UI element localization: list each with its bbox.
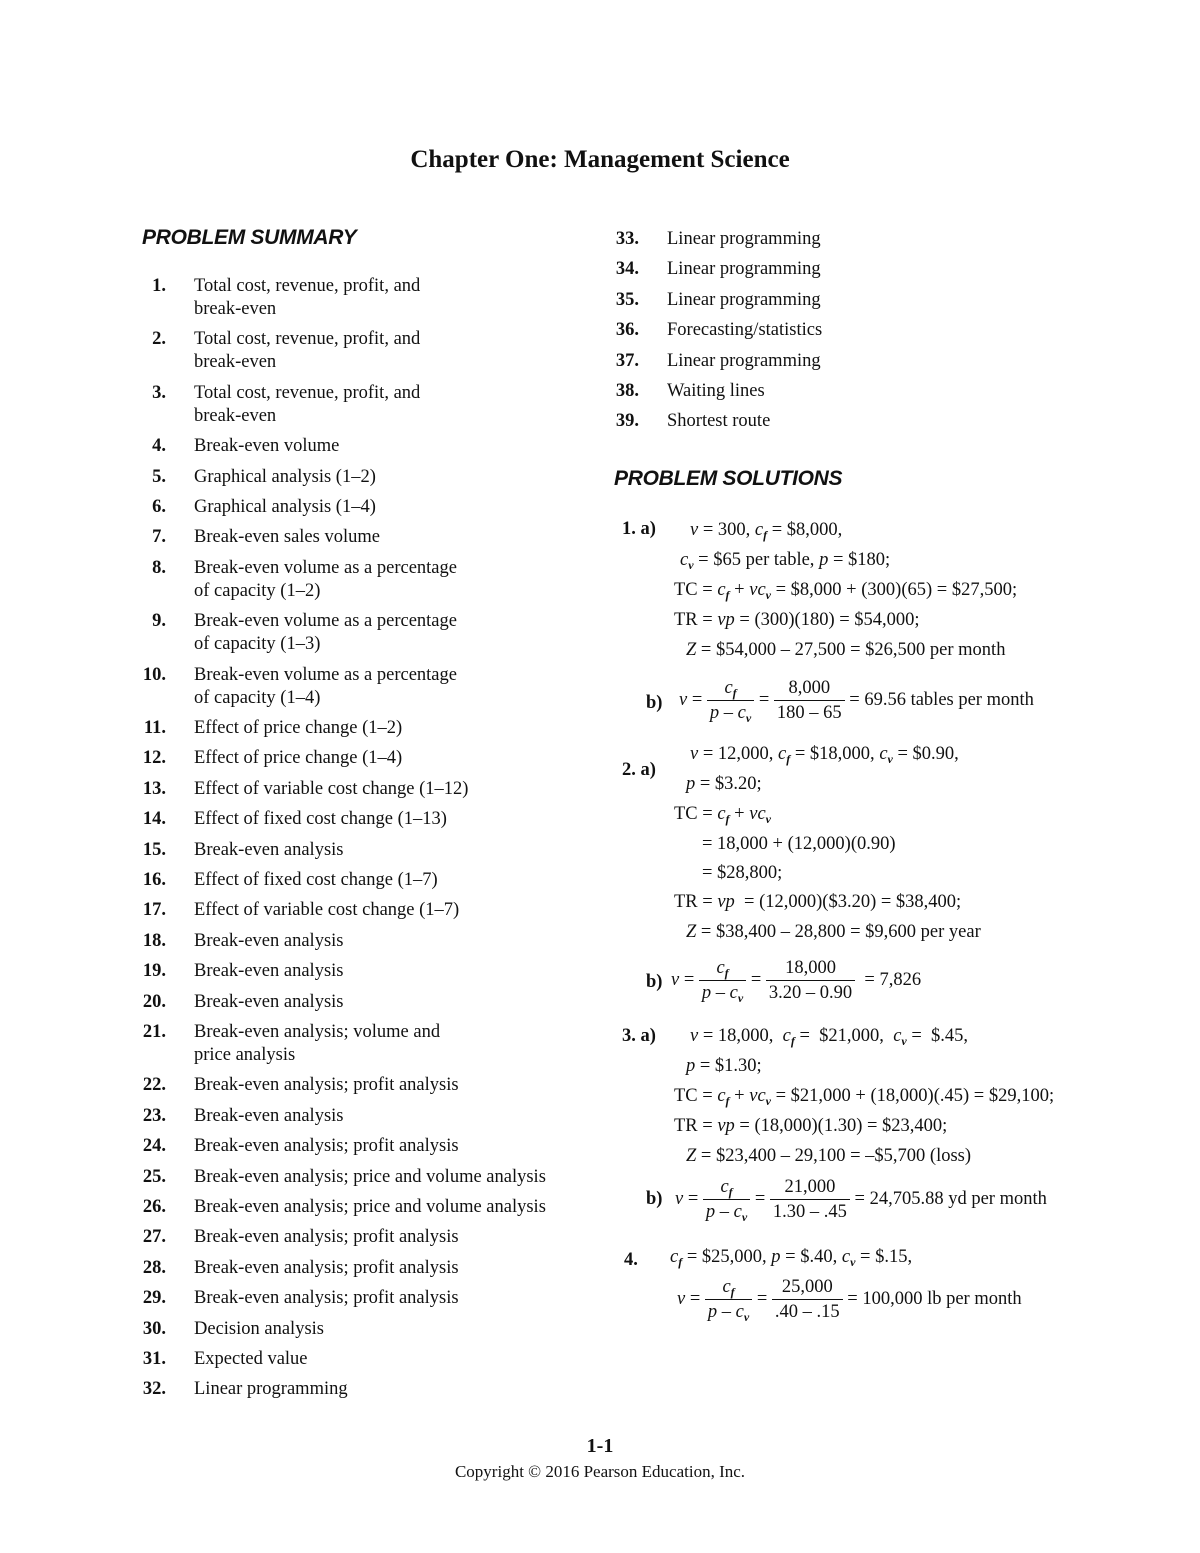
summary-item-text: Linear programming	[667, 289, 821, 310]
summary-item-text: Break-even analysis; profit analysis	[194, 1075, 459, 1096]
summary-item-text: break-even	[194, 299, 277, 319]
summary-item-text: Linear programming	[194, 1379, 348, 1400]
summary-item-text: Decision analysis	[194, 1318, 324, 1339]
summary-item-number: 13.	[142, 778, 166, 799]
summary-item-text: Break-even analysis	[194, 1105, 344, 1126]
summary-item-text: Break-even analysis	[194, 930, 344, 951]
p1-line-3: TC = $c_f + vc_v$ = $8,000 + (300)(65) = $27,500;	[674, 580, 1018, 602]
p4-formula: v = $\frac{c_f}{p - c_v}$ = $\frac{25,000}{.40 - .15}$ = 100,000 lb per month	[677, 1277, 1022, 1324]
summary-item-number: 1.	[152, 276, 166, 296]
p3-line-4: TR = vp = (18,000)(1.30) = $23,400;	[674, 1116, 948, 1136]
p1b-formula: v = $\frac{c_f}{p - c_v}$ = $\frac{8,000}{180 - 65}$ = 69.56 tables per month	[679, 678, 1034, 725]
p2-line-3: TC = $c_f + vc_v$	[674, 804, 771, 826]
summary-item-number: 30.	[142, 1318, 166, 1339]
summary-item-number: 34.	[615, 259, 639, 280]
summary-item-text: Break-even analysis; profit analysis	[194, 1227, 459, 1248]
p3-line-1: v = 18,000, $c_f$ = $21,000, $c_v$ = $.45,	[690, 1026, 969, 1048]
problem-solutions-heading: PROBLEM SOLUTIONS	[614, 467, 843, 490]
summary-item-number: 36.	[615, 320, 639, 341]
summary-item-number: 3.	[152, 382, 166, 403]
p1-line-4: TR = vp = (300)(180) = $54,000;	[674, 610, 920, 630]
summary-item-text: Waiting lines	[667, 381, 765, 401]
summary-item-number: 23.	[142, 1105, 166, 1126]
summary-item-text: Total cost, revenue, profit, and	[194, 276, 421, 296]
summary-item-text: Break-even analysis; volume and	[194, 1022, 441, 1042]
page-number: 1-1	[586, 1435, 614, 1457]
summary-item-text: of capacity (1–3)	[194, 634, 321, 655]
problem-2a-label: 2. a)	[622, 760, 656, 780]
summary-item-text: Effect of price change (1–4)	[194, 748, 403, 769]
p3-line-3: TC = $c_f + vc_v$ = $21,000 + (18,000)(.45) = $29,100;	[674, 1086, 1055, 1108]
p1-line-2: $c_v$ = $65 per table, p = $180;	[680, 550, 891, 572]
summary-item-text: price analysis	[194, 1045, 296, 1065]
summary-item-number: 17.	[142, 900, 166, 921]
summary-item-number: 9.	[152, 611, 166, 632]
summary-item-text: Break-even analysis; price and volume analysis	[194, 1197, 546, 1217]
summary-item-text: Total cost, revenue, profit, and	[194, 329, 421, 350]
summary-item-text: Break-even volume as a percentage	[194, 557, 457, 578]
summary-item-number: 14.	[142, 809, 166, 830]
summary-item-number: 37.	[615, 350, 639, 371]
summary-item-text: Shortest route	[667, 411, 771, 432]
summary-item-text: Linear programming	[667, 259, 821, 280]
fraction-values: $\frac{8,000}{180 - 65}$	[774, 676, 845, 725]
summary-item-text: Break-even analysis; price and volume analysis	[194, 1166, 546, 1187]
summary-item-number: 25.	[142, 1166, 166, 1187]
summary-item-number: 33.	[615, 229, 639, 249]
p2-line-1: v = 12,000, $c_f$ = $18,000, $c_v$ = $0.90,	[690, 744, 959, 766]
fraction-values: $\frac{18,000}{3.20 - 0.90}$	[766, 956, 855, 1005]
p4-result: = 100,000 lb per month	[847, 1288, 1022, 1309]
summary-item-text: Break-even analysis	[194, 991, 344, 1012]
summary-item-number: 24.	[142, 1136, 166, 1157]
p3-line-5: Z = $23,400 – 29,100 = –$5,700 (loss)	[686, 1146, 972, 1166]
summary-item-number: 12.	[142, 748, 166, 769]
summary-item-text: Expected value	[194, 1349, 308, 1369]
summary-item-number: 11.	[143, 718, 166, 738]
summary-item-number: 5.	[152, 466, 166, 487]
summary-item-text: Break-even analysis; profit analysis	[194, 1136, 459, 1157]
summary-item-number: 10.	[142, 664, 166, 685]
p3-line-2: p = $1.30;	[686, 1056, 762, 1076]
summary-item-text: of capacity (1–2)	[194, 580, 321, 601]
summary-item-number: 21.	[142, 1022, 166, 1042]
summary-item-text: Break-even analysis; profit analysis	[194, 1257, 459, 1278]
fraction-cf-over-p-minus-cv: $\frac{c_f}{p - c_v}$	[705, 1275, 752, 1324]
summary-item-text: Graphical analysis (1–4)	[194, 497, 376, 517]
summary-item-number: 31.	[142, 1349, 166, 1369]
problem-1b-label: b)	[646, 693, 663, 713]
summary-item-number: 6.	[152, 497, 166, 517]
summary-item-text: Break-even analysis	[194, 961, 344, 982]
fraction-values: $\frac{21,000}{1.30 - .45}$	[770, 1175, 850, 1224]
summary-item-text: Linear programming	[667, 350, 821, 371]
summary-item-number: 27.	[142, 1227, 166, 1248]
summary-item-number: 38.	[615, 381, 639, 401]
summary-item-text: Effect of variable cost change (1–7)	[194, 900, 460, 921]
summary-item-number: 35.	[615, 289, 639, 310]
p1-line-1: v = 300, $c_f$ = $8,000,	[690, 520, 843, 542]
summary-item-text: Break-even volume	[194, 436, 340, 457]
summary-item-text: Graphical analysis (1–2)	[194, 466, 376, 487]
problem-3b-label: b)	[646, 1189, 663, 1209]
summary-item-number: 4.	[152, 436, 166, 457]
summary-item-number: 2.	[152, 329, 166, 350]
summary-item-number: 28.	[142, 1257, 166, 1278]
summary-item-number: 26.	[142, 1197, 166, 1217]
p3b-formula: v = $\frac{c_f}{p - c_v}$ = $\frac{21,000}{1.30 - .45}$ = 24,705.88 yd per month	[675, 1177, 1047, 1224]
problem-3a-label: 3. a)	[622, 1026, 656, 1046]
page-title: Chapter One: Management Science	[410, 146, 790, 173]
summary-item-number: 19.	[142, 961, 166, 982]
summary-item-number: 22.	[142, 1075, 166, 1096]
p1-line-5: Z = $54,000 – 27,500 = $26,500 per month	[686, 640, 1006, 660]
summary-item-number: 7.	[152, 527, 166, 548]
summary-item-text: Forecasting/statistics	[667, 320, 823, 341]
summary-item-text: break-even	[194, 352, 277, 373]
p2-line-5: = $28,800;	[702, 863, 783, 883]
problem-2b-label: b)	[646, 972, 663, 992]
summary-item-number: 16.	[142, 870, 166, 890]
p2b-formula: v = $\frac{c_f}{p - c_v}$ = $\frac{18,000}{3.20 - 0.90}$ = 7,826	[671, 958, 922, 1005]
p2-line-7: Z = $38,400 – 28,800 = $9,600 per year	[686, 922, 981, 942]
copyright-notice: Copyright © 2016 Pearson Education, Inc.	[454, 1462, 746, 1481]
summary-item-number: 15.	[142, 839, 166, 860]
summary-item-text: Effect of fixed cost change (1–13)	[194, 809, 447, 830]
summary-item-text: Effect of price change (1–2)	[194, 718, 403, 738]
summary-item-text: Break-even sales volume	[194, 527, 380, 548]
p2-line-6: TR = vp = (12,000)($3.20) = $38,400;	[674, 892, 962, 912]
summary-item-text: break-even	[194, 405, 277, 426]
problem-1a-label: 1. a)	[622, 519, 656, 539]
summary-item-number: 29.	[142, 1288, 166, 1309]
problem-summary-heading: PROBLEM SUMMARY	[142, 226, 357, 249]
summary-item-text: Break-even volume as a percentage	[194, 664, 457, 685]
p1b-result: = 69.56 tables per month	[849, 689, 1034, 710]
p3b-result: = 24,705.88 yd per month	[854, 1188, 1047, 1209]
summary-item-number: 8.	[152, 557, 166, 578]
summary-item-text: Effect of variable cost change (1–12)	[194, 778, 469, 799]
summary-item-number: 32.	[142, 1379, 166, 1400]
summary-item-text: Linear programming	[667, 229, 821, 249]
p2b-result: = 7,826	[864, 969, 922, 990]
p4-line-1: $c_f$ = $25,000, p = $.40, $c_v$ = $.15,	[670, 1247, 913, 1269]
summary-item-number: 20.	[142, 991, 166, 1012]
p2-line-2: p = $3.20;	[686, 774, 762, 794]
summary-item-text: Break-even volume as a percentage	[194, 611, 457, 632]
summary-item-text: Break-even analysis	[194, 839, 344, 860]
fraction-values: $\frac{25,000}{.40 - .15}$	[772, 1275, 843, 1324]
summary-item-text: Effect of fixed cost change (1–7)	[194, 870, 438, 890]
p2-line-4: = 18,000 + (12,000)(0.90)	[702, 834, 896, 854]
problem-4-label: 4.	[624, 1250, 638, 1270]
summary-item-number: 18.	[142, 930, 166, 951]
summary-item-text: Total cost, revenue, profit, and	[194, 382, 421, 403]
summary-item-text: Break-even analysis; profit analysis	[194, 1288, 459, 1309]
fraction-cf-over-p-minus-cv: $\frac{c_f}{p - c_v}$	[699, 956, 746, 1005]
summary-item-number: 39.	[615, 411, 639, 432]
summary-item-text: of capacity (1–4)	[194, 687, 321, 708]
fraction-cf-over-p-minus-cv: $\frac{c_f}{p - c_v}$	[703, 1175, 750, 1224]
fraction-cf-over-p-minus-cv: $\frac{c_f}{p - c_v}$	[707, 676, 754, 725]
